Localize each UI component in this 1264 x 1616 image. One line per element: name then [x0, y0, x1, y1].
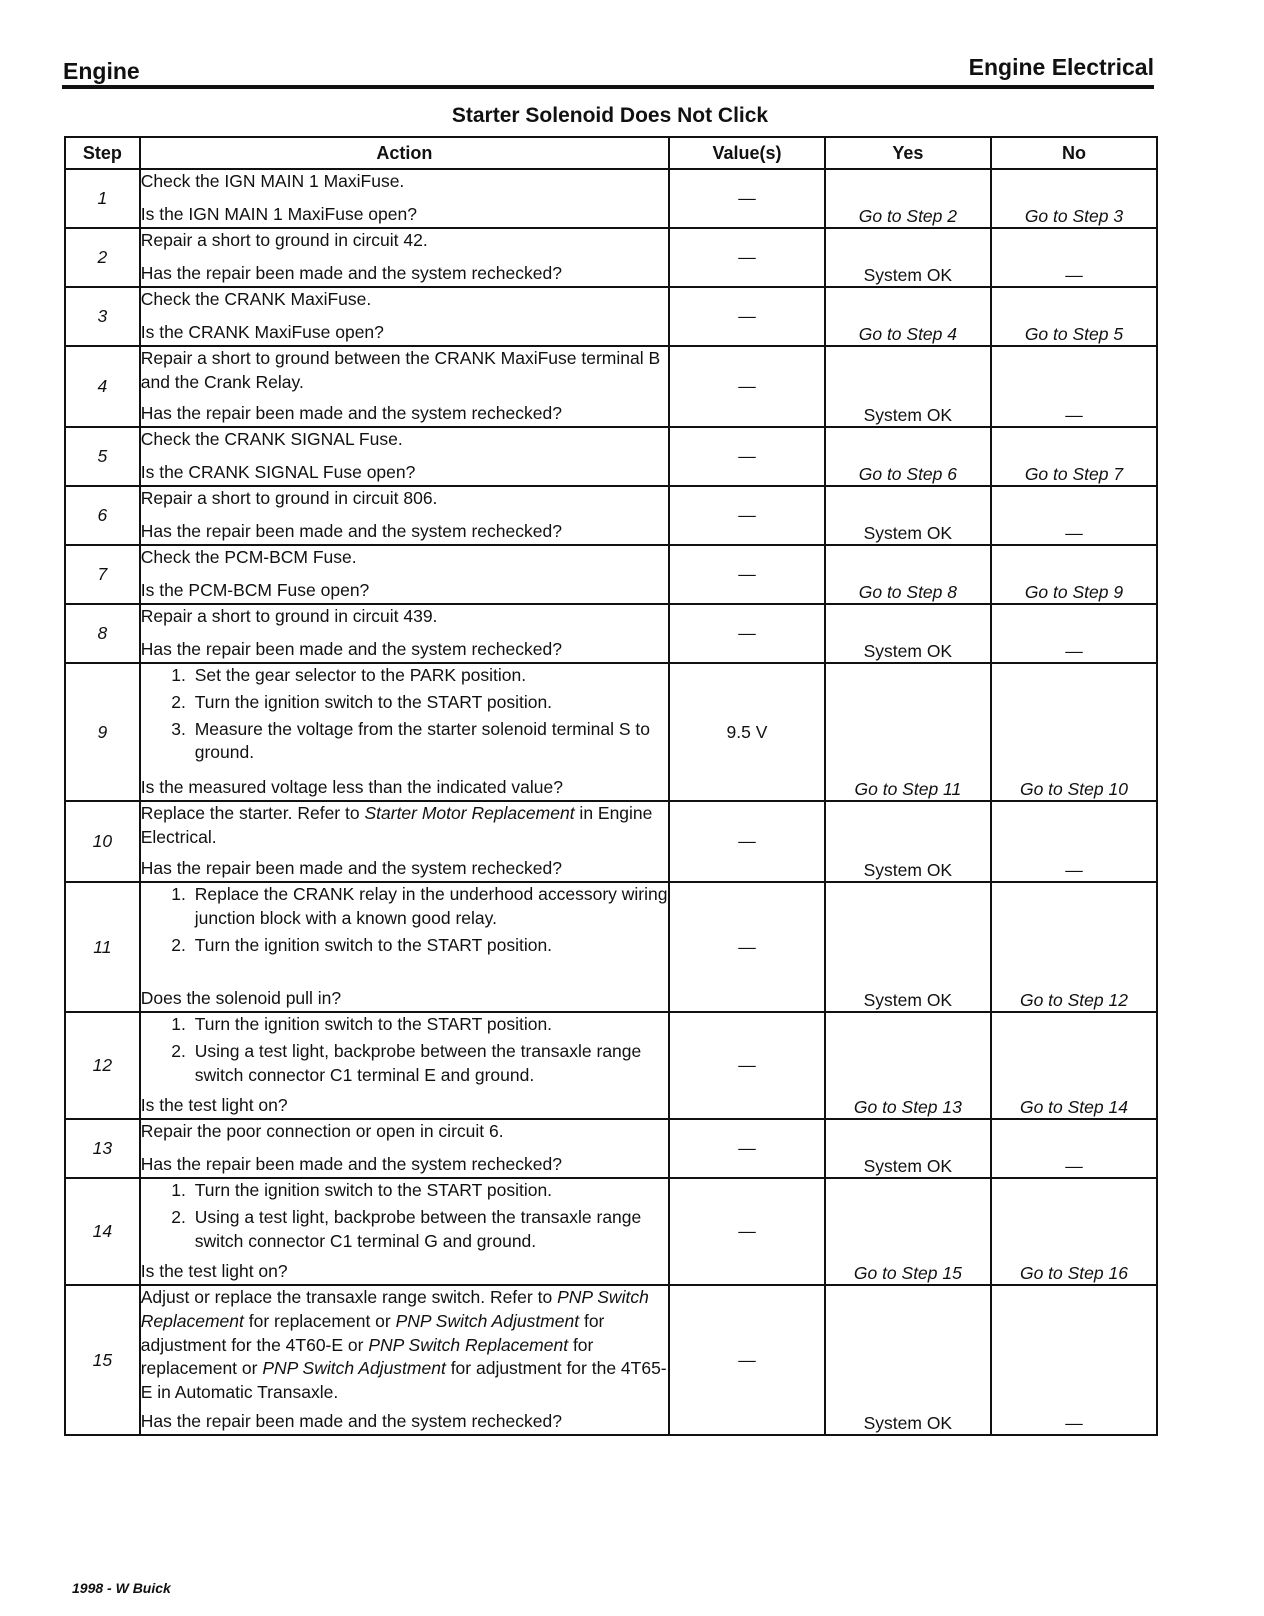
action-content — [141, 802, 668, 881]
yes-result: System OK — [825, 801, 991, 882]
action-instructions — [141, 1286, 668, 1405]
column-header-action: Action — [140, 137, 669, 169]
header-section-left: Engine — [63, 58, 140, 84]
table-row — [65, 1119, 1157, 1178]
step-number: 11 — [65, 882, 140, 1012]
no-result: Go to Step 12 — [991, 882, 1157, 1012]
yes-result: System OK — [825, 604, 991, 663]
value-cell: — — [669, 169, 825, 228]
action-cell — [140, 228, 669, 287]
header-row — [65, 137, 1157, 169]
action-cell — [140, 801, 669, 882]
substep-list — [141, 1179, 668, 1253]
value-cell: 9.5 V — [669, 663, 825, 801]
column-header-no: No — [991, 137, 1157, 169]
instruction-text: Repair a short to ground between the CRANK MaxiFuse terminal B and the Crank Relay. — [140, 348, 661, 392]
substep-item: 2. Using a test light, backprobe between the transaxle range switch connector C1 terminal G and ground. — [191, 1206, 668, 1254]
yes-result: Go to Step 11 — [825, 663, 991, 801]
substep-item: 2. Using a test light, backprobe between the transaxle range switch connector C1 terminal E and ground. — [191, 1040, 668, 1088]
yes-result: System OK — [825, 228, 991, 287]
action-cell — [140, 1285, 669, 1435]
yes-result: Go to Step 2 — [825, 169, 991, 228]
table-row — [65, 1285, 1157, 1435]
value-cell: — — [669, 604, 825, 663]
table-row — [65, 604, 1157, 663]
no-result: — — [991, 228, 1157, 287]
no-result: — — [991, 486, 1157, 545]
step-number: 6 — [65, 486, 140, 545]
page-title: Starter Solenoid Does Not Click — [451, 104, 769, 127]
diagnostic-table — [64, 136, 1158, 1436]
instruction-text: Repair the poor connection or open in circuit 6. — [140, 1121, 504, 1141]
table-header — [65, 137, 1157, 169]
step-question: Has the repair been made and the system rechecked? — [140, 403, 562, 424]
action-content — [141, 546, 668, 603]
substep-list — [141, 883, 668, 957]
substep-list — [141, 1013, 668, 1087]
reference-title: PNP Switch Adjustment — [395, 1310, 580, 1331]
step-question: Is the test light on? — [140, 1095, 288, 1116]
action-cell — [140, 604, 669, 663]
step-number: 12 — [65, 1012, 140, 1119]
action-content — [141, 288, 668, 345]
step-question: Is the CRANK MaxiFuse open? — [140, 322, 384, 343]
value-cell: — — [669, 427, 825, 486]
action-instructions — [141, 1120, 668, 1144]
action-cell — [140, 545, 669, 604]
no-result: — — [991, 346, 1157, 427]
table-row — [65, 427, 1157, 486]
yes-result: Go to Step 13 — [825, 1012, 991, 1119]
substep-item: 2. Turn the ignition switch to the START position. — [191, 934, 668, 958]
step-number: 4 — [65, 346, 140, 427]
action-cell — [140, 1012, 669, 1119]
step-number: 8 — [65, 604, 140, 663]
action-content — [141, 347, 668, 426]
table-row — [65, 486, 1157, 545]
instruction-fragment: Adjust or replace the transaxle range switch. Refer to — [140, 1287, 558, 1307]
instruction-text: Check the IGN MAIN 1 MaxiFuse. — [140, 171, 405, 191]
instruction-fragment: for adjustment for the 4T60-E or — [140, 1310, 605, 1355]
instruction-fragment: for replacement or — [243, 1310, 396, 1331]
value-cell: — — [669, 486, 825, 545]
instruction-text: Repair a short to ground in circuit 806. — [140, 488, 438, 508]
value-cell: — — [669, 287, 825, 346]
step-question: Has the repair been made and the system rechecked? — [140, 639, 562, 660]
action-content — [141, 1120, 668, 1177]
value-cell: — — [669, 1285, 825, 1435]
column-header-step: Step — [65, 137, 140, 169]
step-number: 13 — [65, 1119, 140, 1178]
substep-item: 1. Replace the CRANK relay in the underhood accessory wiring junction block with a known good relay. — [191, 883, 668, 931]
action-instructions — [141, 1179, 668, 1256]
no-result: Go to Step 14 — [991, 1012, 1157, 1119]
footer-text: 1998 - W Buick — [72, 1580, 171, 1596]
instruction-fragment: Replace the starter. Refer to — [140, 803, 365, 823]
table-row — [65, 1178, 1157, 1285]
step-number: 1 — [65, 169, 140, 228]
instruction-text: Repair a short to ground in circuit 439. — [140, 606, 438, 626]
action-content — [141, 487, 668, 544]
yes-result: Go to Step 6 — [825, 427, 991, 486]
action-cell — [140, 882, 669, 1012]
no-result: Go to Step 5 — [991, 287, 1157, 346]
action-instructions — [141, 1013, 668, 1090]
action-cell — [140, 169, 669, 228]
no-result: Go to Step 9 — [991, 545, 1157, 604]
action-content — [141, 883, 668, 1011]
step-question: Does the solenoid pull in? — [140, 988, 342, 1009]
no-result: Go to Step 7 — [991, 427, 1157, 486]
yes-result: System OK — [825, 882, 991, 1012]
step-question: Is the IGN MAIN 1 MaxiFuse open? — [140, 204, 417, 225]
step-question: Has the repair been made and the system rechecked? — [140, 1411, 562, 1432]
instruction-text: Repair a short to ground in circuit 42. — [140, 230, 428, 250]
substep-item: 1. Turn the ignition switch to the START position. — [191, 1013, 668, 1037]
table-row — [65, 545, 1157, 604]
table-row — [65, 882, 1157, 1012]
no-result: Go to Step 16 — [991, 1178, 1157, 1285]
yes-result: System OK — [825, 486, 991, 545]
table-row — [65, 287, 1157, 346]
table-row — [65, 228, 1157, 287]
action-instructions — [141, 170, 668, 194]
value-cell: — — [669, 1119, 825, 1178]
reference-title: Starter Motor Replacement — [364, 803, 575, 823]
step-question: Has the repair been made and the system rechecked? — [140, 858, 562, 879]
step-number: 7 — [65, 545, 140, 604]
action-content — [141, 664, 668, 800]
action-content — [141, 1013, 668, 1118]
instruction-fragment: for adjustment for the 4T65-E in Automatic Transaxle. — [140, 1358, 667, 1403]
action-instructions — [141, 802, 668, 850]
no-result: Go to Step 3 — [991, 169, 1157, 228]
action-instructions — [141, 428, 668, 452]
action-instructions — [141, 546, 668, 570]
instruction-text: Check the CRANK SIGNAL Fuse. — [140, 429, 403, 449]
yes-result: Go to Step 15 — [825, 1178, 991, 1285]
column-header-values: Value(s) — [669, 137, 825, 169]
yes-result: System OK — [825, 1119, 991, 1178]
table-row — [65, 663, 1157, 801]
table-row — [65, 801, 1157, 882]
reference-title: PNP Switch Adjustment — [262, 1358, 446, 1379]
table-row — [65, 1012, 1157, 1119]
action-content — [141, 428, 668, 485]
substep-item: 1. Turn the ignition switch to the START position. — [191, 1179, 668, 1203]
action-cell — [140, 1178, 669, 1285]
value-cell: — — [669, 1178, 825, 1285]
value-cell: — — [669, 801, 825, 882]
value-cell: — — [669, 346, 825, 427]
action-instructions — [141, 288, 668, 312]
action-content — [141, 170, 668, 227]
yes-result: Go to Step 8 — [825, 545, 991, 604]
instruction-fragment: for replacement or — [140, 1334, 594, 1379]
no-result: Go to Step 10 — [991, 663, 1157, 801]
header-rule — [62, 85, 1154, 89]
value-cell: — — [669, 545, 825, 604]
substep-item: 3. Measure the voltage from the starter solenoid terminal S to ground. — [191, 718, 668, 766]
reference-title: PNP Switch Replacement — [368, 1334, 569, 1355]
no-result: — — [991, 604, 1157, 663]
step-question: Has the repair been made and the system rechecked? — [140, 1154, 562, 1175]
action-content — [141, 229, 668, 286]
step-question: Has the repair been made and the system rechecked? — [140, 263, 562, 284]
yes-result: Go to Step 4 — [825, 287, 991, 346]
value-cell: — — [669, 882, 825, 1012]
no-result: — — [991, 1285, 1157, 1435]
step-number: 14 — [65, 1178, 140, 1285]
action-cell — [140, 486, 669, 545]
value-cell: — — [669, 1012, 825, 1119]
instruction-text — [141, 1286, 668, 1405]
step-question: Is the test light on? — [140, 1261, 288, 1282]
action-instructions — [141, 664, 668, 768]
step-number: 3 — [65, 287, 140, 346]
table-row — [65, 346, 1157, 427]
action-instructions — [141, 883, 668, 960]
step-question: Is the PCM-BCM Fuse open? — [140, 580, 370, 601]
step-question: Is the measured voltage less than the indicated value? — [140, 777, 563, 798]
action-instructions — [141, 605, 668, 629]
action-content — [141, 605, 668, 662]
action-instructions — [141, 229, 668, 253]
step-number: 10 — [65, 801, 140, 882]
instruction-text — [141, 802, 668, 850]
step-question: Is the CRANK SIGNAL Fuse open? — [140, 462, 416, 483]
no-result: — — [991, 801, 1157, 882]
step-number: 5 — [65, 427, 140, 486]
action-instructions — [141, 347, 668, 395]
action-instructions — [141, 487, 668, 511]
step-question: Has the repair been made and the system rechecked? — [140, 521, 562, 542]
substep-list — [141, 664, 668, 765]
step-number: 15 — [65, 1285, 140, 1435]
action-content — [141, 1179, 668, 1284]
column-header-yes: Yes — [825, 137, 991, 169]
action-cell — [140, 427, 669, 486]
action-cell — [140, 346, 669, 427]
instruction-fragment: in Engine Electrical. — [140, 803, 653, 847]
instruction-text: Check the CRANK MaxiFuse. — [140, 289, 372, 309]
instruction-text: Check the PCM-BCM Fuse. — [140, 547, 357, 567]
action-cell — [140, 663, 669, 801]
substep-item: 1. Set the gear selector to the PARK position. — [191, 664, 668, 688]
no-result: — — [991, 1119, 1157, 1178]
table-row — [65, 169, 1157, 228]
action-content — [141, 1286, 668, 1434]
reference-title: PNP Switch Replacement — [140, 1287, 649, 1331]
step-number: 9 — [65, 663, 140, 801]
header-section-right: Engine Electrical — [968, 54, 1154, 80]
substep-item: 2. Turn the ignition switch to the START position. — [191, 691, 668, 715]
action-cell — [140, 1119, 669, 1178]
yes-result: System OK — [825, 1285, 991, 1435]
step-number: 2 — [65, 228, 140, 287]
table-body — [65, 169, 1157, 1435]
value-cell: — — [669, 228, 825, 287]
action-cell — [140, 287, 669, 346]
yes-result: System OK — [825, 346, 991, 427]
